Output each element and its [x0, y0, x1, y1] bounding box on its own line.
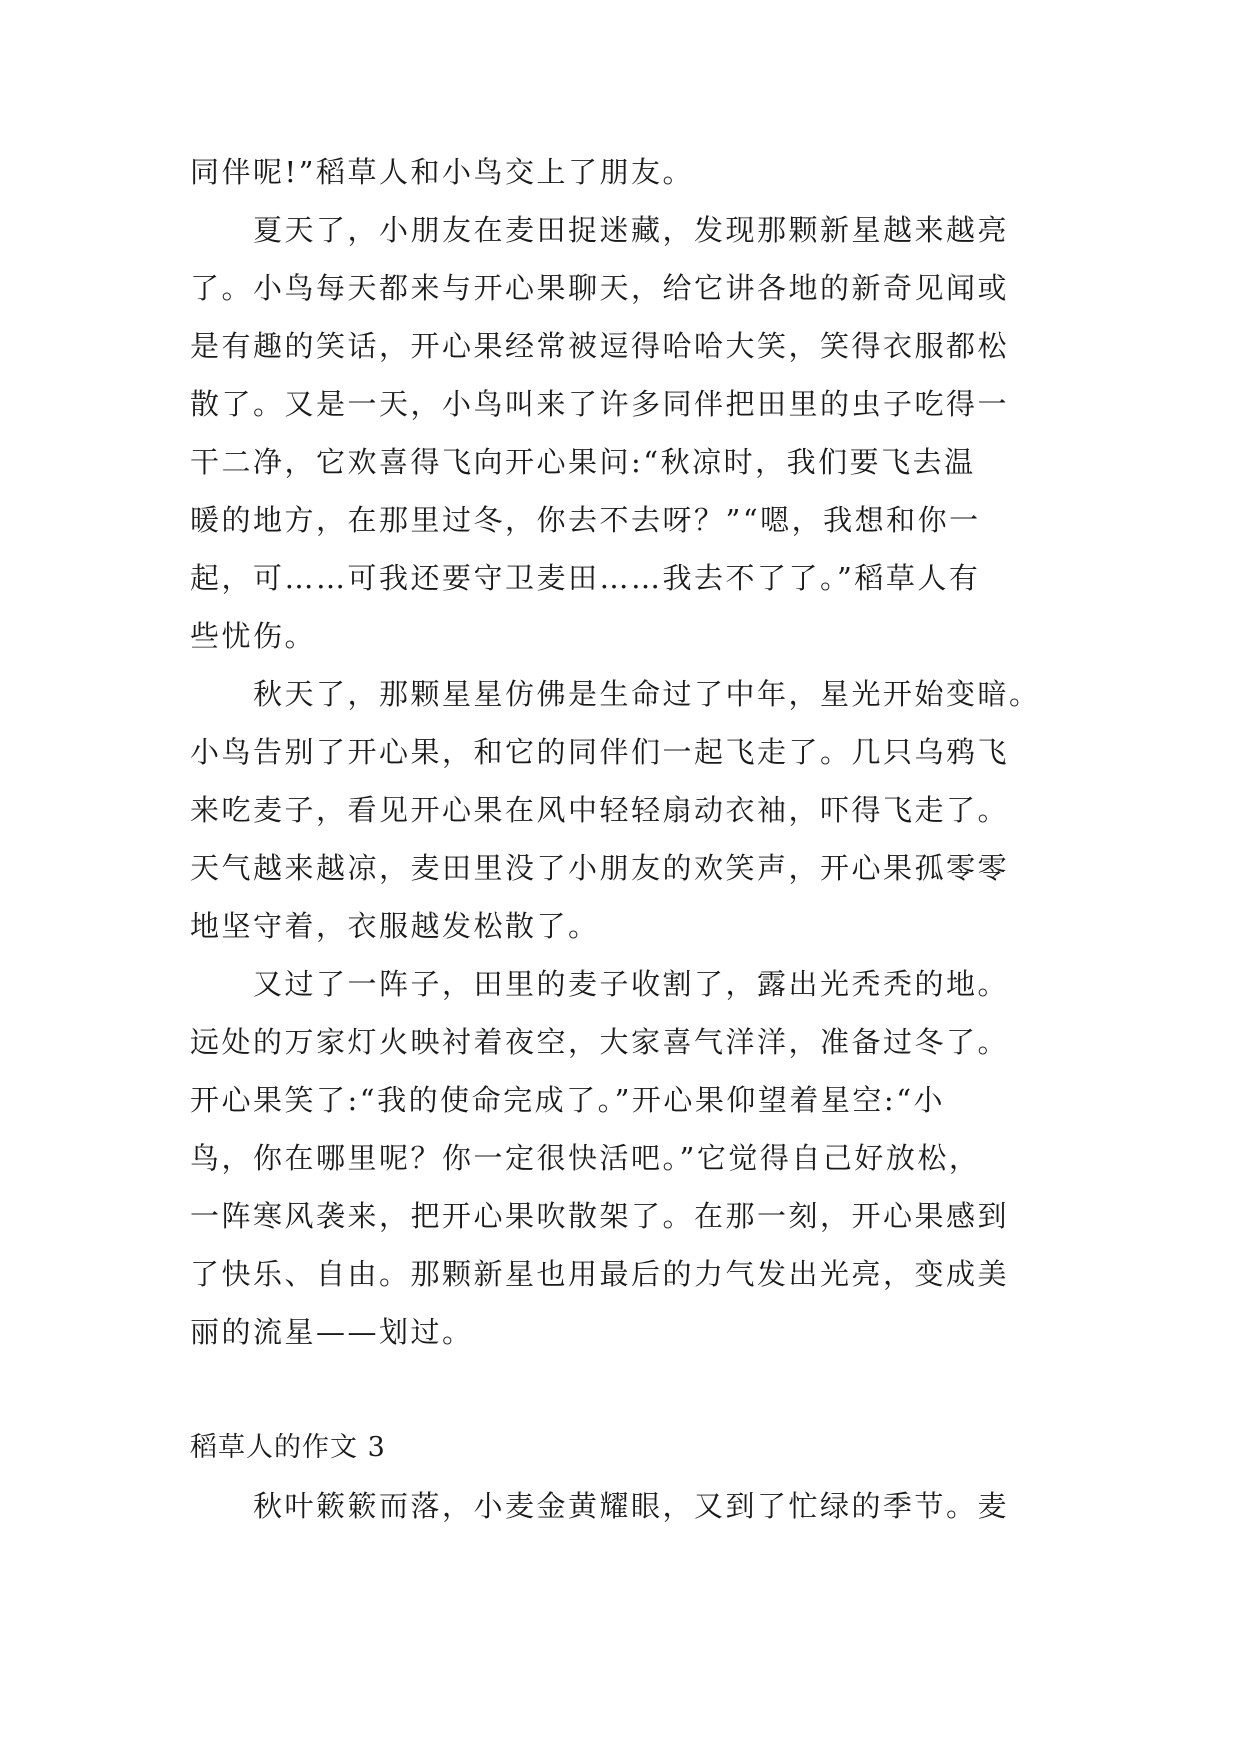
text-line: 又过了一阵子，田里的麦子收割了，露出光秃秃的地。	[190, 967, 1010, 1001]
text-line: 了快乐、自由。那颗新星也用最后的力气发出光亮，变成美	[190, 1257, 1010, 1291]
text-line: 地坚守着，衣服越发松散了。	[190, 909, 600, 943]
text-line: 丽的流星——划过。	[190, 1315, 474, 1349]
text-line: 暖的地方，在那里过冬，你去不去呀？”“嗯，我想和你一	[190, 503, 981, 537]
text-line: 远处的万家灯火映衬着夜空，大家喜气洋洋，准备过冬了。	[190, 1025, 1010, 1059]
text-line: 了。小鸟每天都来与开心果聊天，给它讲各地的新奇见闻或	[190, 271, 1010, 305]
text-line: 夏天了，小朋友在麦田捉迷藏，发现那颗新星越来越亮	[190, 213, 1010, 247]
text-line: 开心果笑了:“我的使命完成了。”开心果仰望着星空:“小	[190, 1083, 946, 1117]
text-line: 鸟，你在哪里呢？你一定很快活吧。”它觉得自己好放松，	[190, 1141, 981, 1175]
text-line: 干二净，它欢喜得飞向开心果问:“秋凉时，我们要飞去温	[190, 445, 976, 479]
text-line: 些忧伤。	[190, 619, 317, 653]
text-line: 秋叶簌簌而落，小麦金黄耀眼，又到了忙绿的季节。麦	[190, 1489, 1010, 1523]
text-line: 小鸟告别了开心果，和它的同伴们一起飞走了。几只乌鸦飞	[190, 735, 1010, 769]
text-line: 秋天了，那颗星星仿佛是生命过了中年，星光开始变暗。	[190, 677, 1041, 711]
text-line: 一阵寒风袭来，把开心果吹散架了。在那一刻，开心果感到	[190, 1199, 1010, 1233]
section-title: 稻草人的作文 3	[190, 1432, 386, 1463]
text-line: 是有趣的笑话，开心果经常被逗得哈哈大笑，笑得衣服都松	[190, 329, 1010, 363]
text-line: 同伴呢!”稻草人和小鸟交上了朋友。	[190, 155, 694, 189]
text-line: 天气越来越凉，麦田里没了小朋友的欢笑声，开心果孤零零	[190, 851, 1010, 885]
text-line: 起，可……可我还要守卫麦田……我去不了了。”稻草人有	[190, 561, 981, 595]
text-line: 散了。又是一天，小鸟叫来了许多同伴把田里的虫子吃得一	[190, 387, 1010, 421]
text-line: 来吃麦子，看见开心果在风中轻轻扇动衣袖，吓得飞走了。	[190, 793, 1010, 827]
